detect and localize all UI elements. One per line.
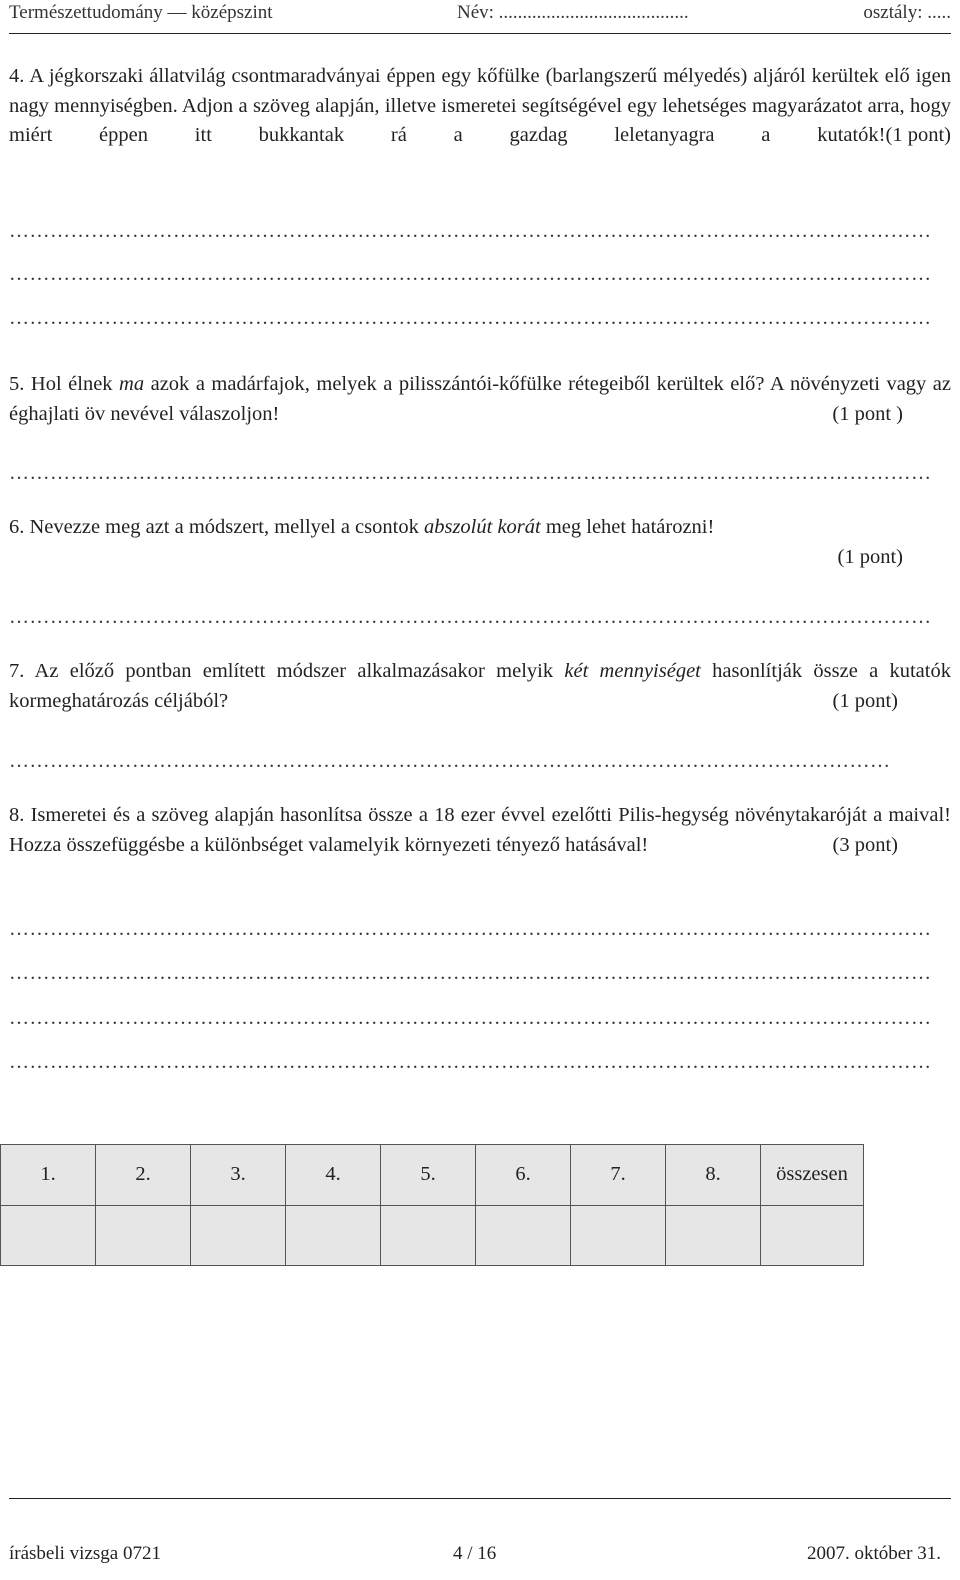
question-points: (1 pont ) — [832, 402, 903, 425]
answer-line[interactable] — [9, 307, 929, 329]
page-header — [9, 0, 951, 34]
page-number: 4 / 16 — [453, 1543, 497, 1564]
question-emphasis: ma — [119, 373, 145, 395]
score-value-row — [1, 1205, 864, 1266]
answer-line[interactable] — [9, 750, 889, 772]
question-points: (1 pont) — [832, 689, 898, 712]
question-points: (1 pont) — [885, 124, 951, 146]
score-cell[interactable] — [1, 1205, 96, 1266]
score-header-7: 7. — [571, 1145, 666, 1206]
question-number: 5. — [9, 373, 25, 395]
question-number: 8. — [9, 804, 25, 826]
exam-date: 2007. október 31. — [806, 1543, 941, 1564]
question-emphasis: abszolút korát — [423, 516, 541, 538]
answer-line[interactable] — [9, 918, 929, 940]
score-cell[interactable] — [381, 1205, 476, 1266]
question-number: 7. — [9, 660, 25, 682]
question-emphasis: két mennyiséget — [564, 660, 701, 682]
subject-title: Természettudomány — középszint — [9, 2, 273, 23]
score-header-1: 1. — [1, 1145, 96, 1206]
question-points: (3 pont) — [832, 833, 898, 856]
score-cell[interactable] — [286, 1205, 381, 1266]
question-text: azok a madárfajok, melyek a pilisszántói-kőfülke rétegeiből kerültek elő? A növényzeti vagy az éghajlati öv nevével válaszoljon! — [9, 373, 951, 425]
question-text: meg lehet határozni! — [540, 516, 715, 538]
page-footer — [9, 1498, 951, 1580]
question-number: 6. — [9, 516, 25, 538]
score-header-3: 3. — [191, 1145, 286, 1206]
score-header-2: 2. — [96, 1145, 191, 1206]
question-8 — [9, 801, 951, 860]
name-field: Név: ........................................ — [457, 2, 689, 23]
question-text: A jégkorszaki állatvilág csontmaradványai éppen egy kőfülke (barlangszerű mélyedés) aljáról kerültek elő igen nagy mennyiségben. Adjon a szöveg alapján, illetve ismeretei segítségével egy lehetséges magyarázatot arra, hogy miért éppen itt bukkantak rá a gazdag leletanyagra a kutatók! — [9, 65, 951, 146]
score-header-row — [1, 1145, 864, 1206]
score-header-total: összesen — [761, 1145, 864, 1206]
question-text: hasonlítják össze a kutatók kormeghatározás céljából? — [9, 660, 951, 712]
answer-line[interactable] — [9, 462, 929, 484]
score-cell[interactable] — [666, 1205, 761, 1266]
question-6 — [9, 513, 951, 572]
score-cell-total[interactable] — [761, 1205, 864, 1266]
score-table — [0, 1144, 864, 1266]
question-5 — [9, 370, 951, 429]
score-header-4: 4. — [286, 1145, 381, 1206]
answer-line[interactable] — [9, 220, 929, 242]
score-cell[interactable] — [571, 1205, 666, 1266]
exam-code: írásbeli vizsga 0721 — [9, 1543, 161, 1564]
question-text: Az előző pontban említett módszer alkalmazásakor melyik — [34, 660, 565, 682]
question-text: Hol élnek — [30, 373, 120, 395]
question-number: 4. — [9, 65, 25, 87]
answer-line[interactable] — [9, 962, 929, 984]
question-text: Ismeretei és a szöveg alapján hasonlítsa össze a 18 ezer évvel ezelőtti Pilis-hegység növénytakaróját a maival! Hozza összefüggésbe a különbséget valamelyik környezeti tényező hatásával! — [9, 804, 951, 856]
score-header-5: 5. — [381, 1145, 476, 1206]
answer-line[interactable] — [9, 1007, 929, 1029]
answer-line[interactable] — [9, 606, 929, 628]
score-header-6: 6. — [476, 1145, 571, 1206]
question-7 — [9, 657, 951, 716]
class-field: osztály: ..... — [863, 2, 951, 23]
score-header-8: 8. — [666, 1145, 761, 1206]
question-points: (1 pont) — [837, 545, 903, 568]
answer-line[interactable] — [9, 263, 929, 285]
score-cell[interactable] — [191, 1205, 286, 1266]
answer-line[interactable] — [9, 1051, 929, 1073]
score-cell[interactable] — [96, 1205, 191, 1266]
question-text: Nevezze meg azt a módszert, mellyel a csontok — [29, 516, 424, 538]
score-cell[interactable] — [476, 1205, 571, 1266]
question-4 — [9, 62, 951, 151]
